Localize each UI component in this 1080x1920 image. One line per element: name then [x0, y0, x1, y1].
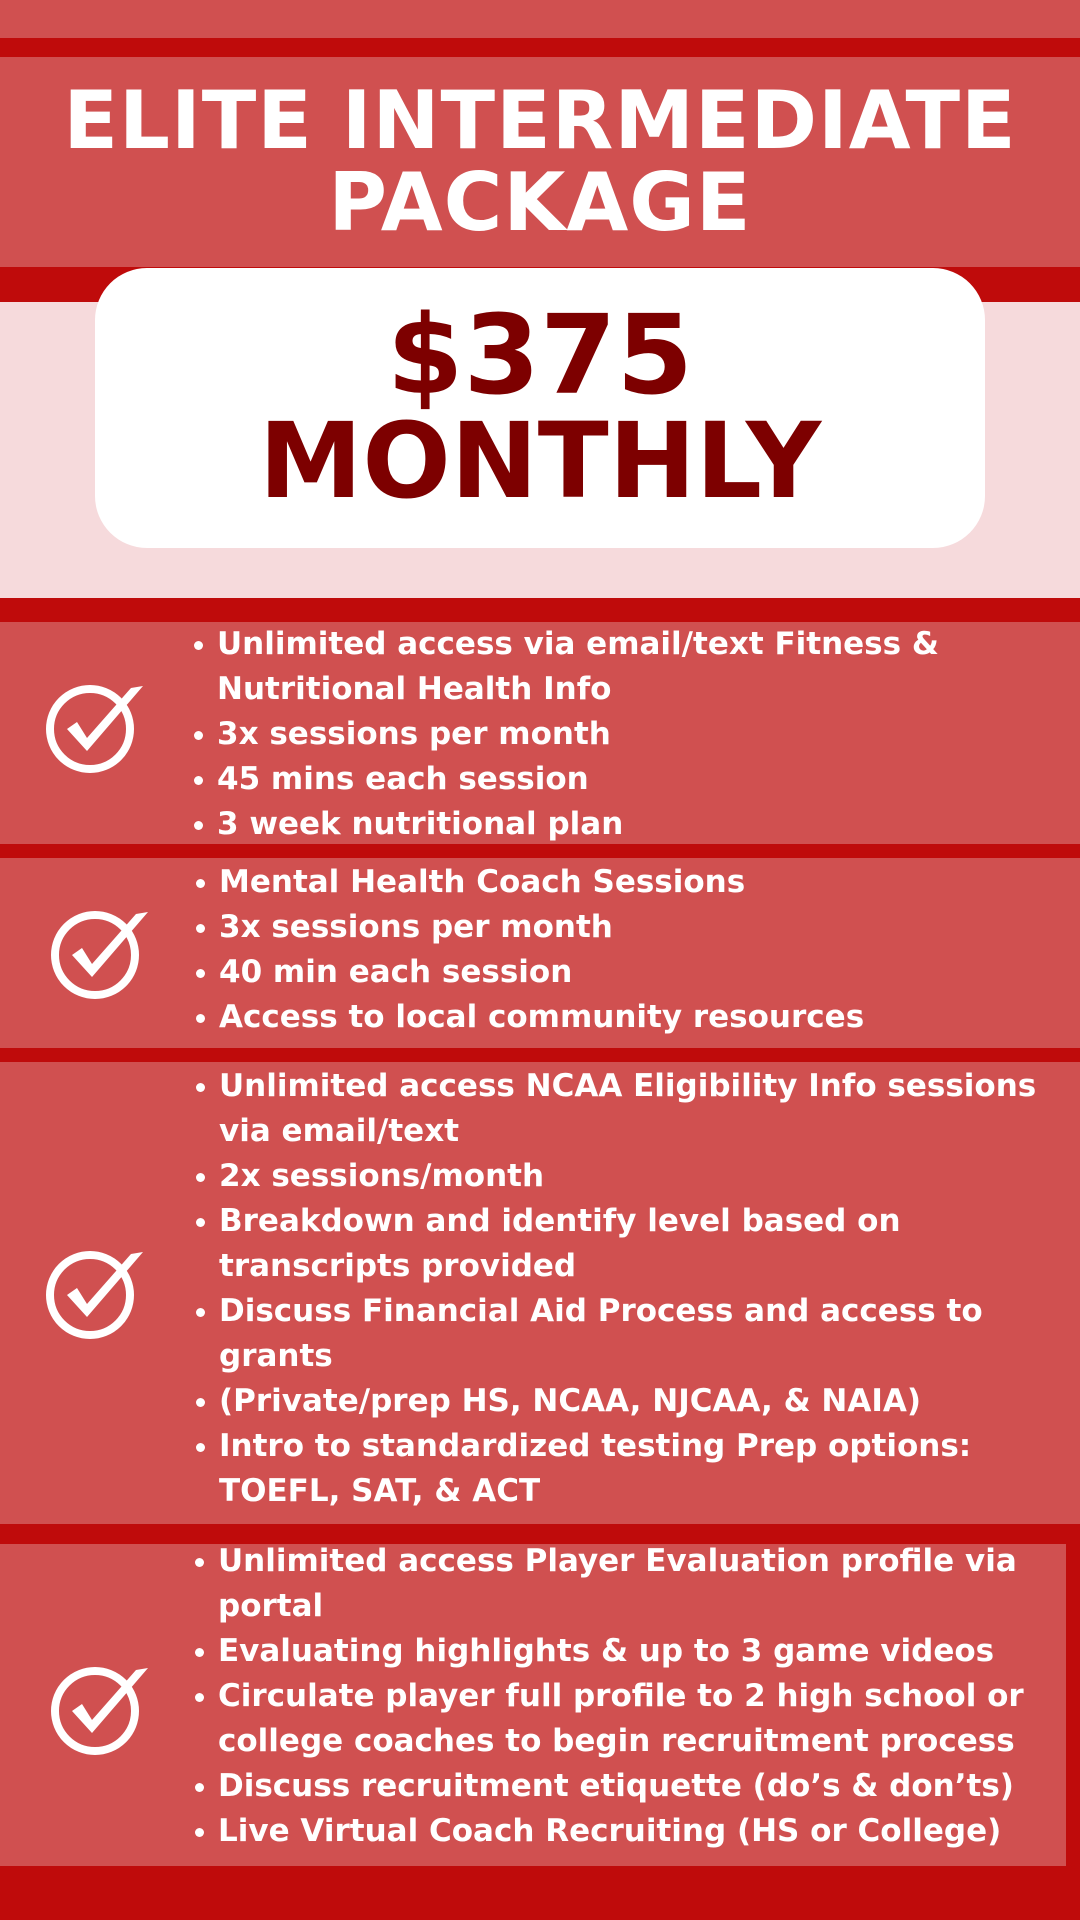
list-item: Evaluating highlights & up to 3 game videos — [218, 1629, 1068, 1674]
feature-section-mental-health — [0, 858, 1080, 1048]
feature-section-recruiting — [0, 1544, 1066, 1866]
feature-list — [192, 860, 864, 1040]
top-strip — [0, 0, 1080, 38]
list-item: (Private/prep HS, NCAA, NJCAA, & NAIA) — [219, 1379, 1069, 1424]
check-circle-icon — [50, 1656, 150, 1756]
feature-section-ncaa — [0, 1062, 1080, 1524]
list-item: 2x sessions/month — [219, 1154, 1069, 1199]
list-item: Live Virtual Coach Recruiting (HS or College) — [218, 1809, 1068, 1854]
list-item: Discuss Financial Aid Process and access to grants — [219, 1289, 1009, 1379]
list-item: 3x sessions per month — [217, 712, 1080, 757]
list-item: Unlimited access via email/text Fitness & Nutritional Health Info — [217, 622, 1080, 712]
list-item: 3 week nutritional plan — [217, 802, 1080, 847]
list-item: Breakdown and identify level based on transcripts provided — [219, 1199, 939, 1289]
list-item: Mental Health Coach Sessions — [219, 860, 864, 905]
feature-list — [190, 622, 1080, 847]
list-item: Unlimited access Player Evaluation profile via portal — [218, 1539, 1048, 1629]
list-item: Discuss recruitment etiquette (do’s & don’ts) — [218, 1764, 1068, 1809]
list-item: Intro to standardized testing Prep options: TOEFL, SAT, & ACT — [219, 1424, 1009, 1514]
header-panel — [0, 57, 1080, 267]
list-item: 45 mins each session — [217, 757, 1080, 802]
page-title — [0, 57, 1080, 267]
price-card — [95, 268, 985, 548]
list-item: Unlimited access NCAA Eligibility Info sessions via email/text — [219, 1064, 1069, 1154]
price-amount: $375 — [386, 291, 694, 419]
feature-list — [192, 1064, 1069, 1514]
feature-section-fitness — [0, 622, 1080, 844]
title-line-2: PACKAGE — [328, 156, 752, 249]
price-period: MONTHLY — [258, 400, 822, 522]
list-item: Circulate player full profile to 2 high school or college coaches to begin recruitment process — [218, 1674, 1068, 1764]
check-circle-icon — [45, 1240, 145, 1340]
list-item: 3x sessions per month — [219, 905, 864, 950]
check-circle-icon — [45, 674, 145, 774]
check-circle-icon — [50, 900, 150, 1000]
feature-list — [191, 1539, 1068, 1854]
list-item: 40 min each session — [219, 950, 864, 995]
list-item: Access to local community resources — [219, 995, 864, 1040]
title-line-1: ELITE INTERMEDIATE — [63, 74, 1017, 167]
